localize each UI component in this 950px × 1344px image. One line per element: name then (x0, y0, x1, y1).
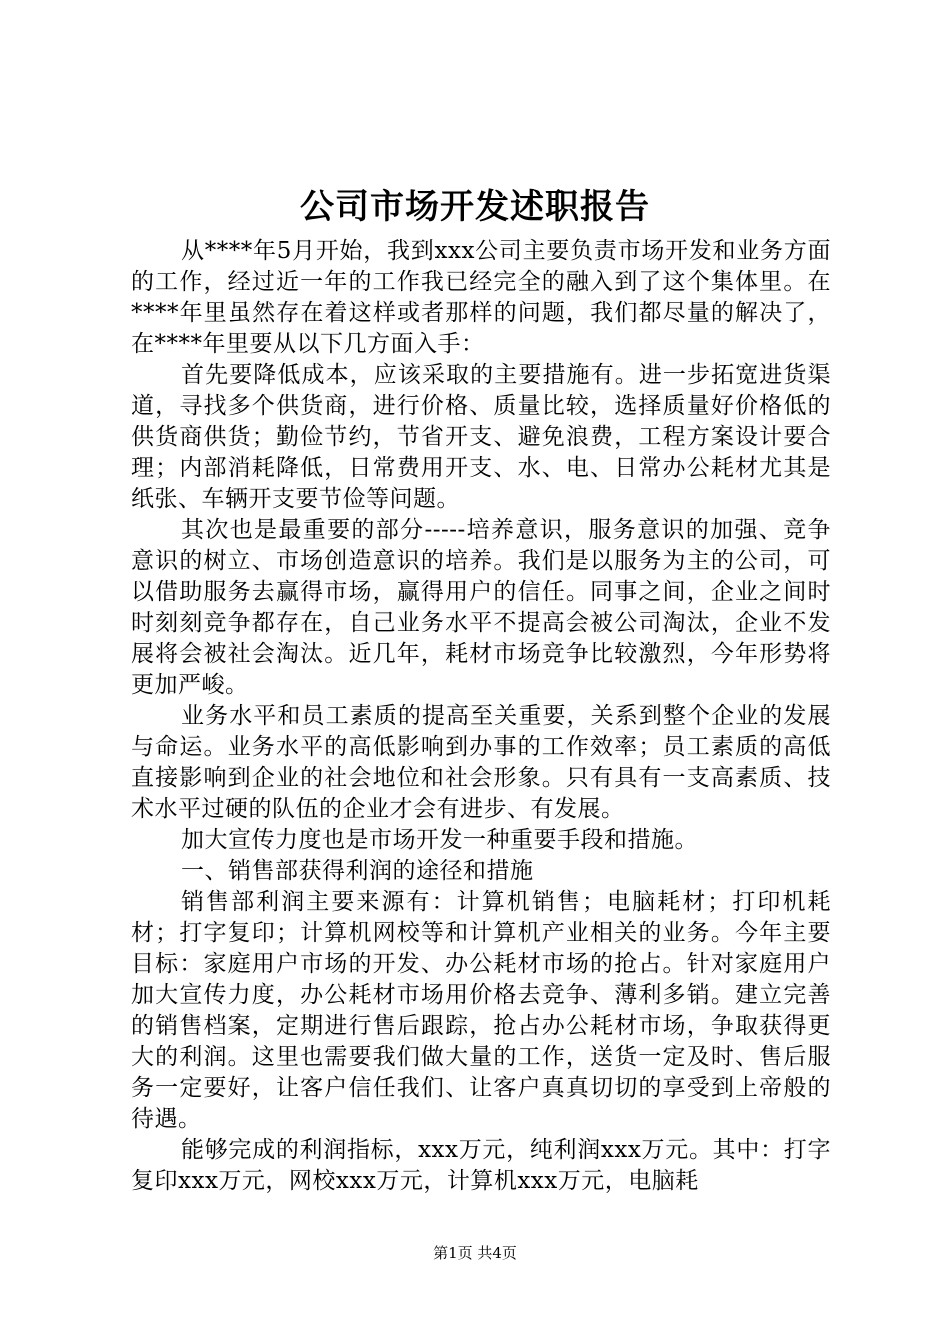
document-body (131, 236, 831, 1197)
page-footer: 第1页 共4页 (433, 1244, 517, 1262)
paragraph-publicity: 加大宣传力度也是市场开发一种重要手段和措施。 (181, 827, 698, 853)
paragraph-profit-sources: 销售部利润主要来源有：计算机销售；电脑耗材；打印机耗材；打字复印；计算机网校等和计算机产业相关的业务。今年主要目标：家庭用户市场的开发、办公耗材市场的抢占。针对家庭用户加大宣传力度，办公耗材市场用价格去竞争、薄利多销。建立完善的销售档案，定期进行售后跟踪，抢占办公耗材市场，争取获得更大的利润。这里也需要我们做大量的工作，送货一定及时、售后服务一定要好，让客户信任我们、让客户真真切切的享受到上帝般的待遇。 (131, 889, 831, 1132)
paragraph-profit-targets: 能够完成的利润指标，xxx万元，纯利润xxx万元。其中：打字复印xxx万元，网校xxx万元，计算机xxx万元，电脑耗 (131, 1137, 831, 1194)
section-heading-profit: 一、销售部获得利润的途径和措施 (181, 858, 534, 884)
paragraph-awareness: 其次也是最重要的部分-----培养意识，服务意识的加强、竞争意识的树立、市场创造意识的培养。我们是以服务为主的公司，可以借助服务去赢得市场，赢得用户的信任。同事之间，企业之间时时刻刻竞争都存在，自己业务水平不提高会被公司淘汰，企业不发展将会被社会淘汰。近几年，耗材市场竞争比较激烈，今年形势将更加严峻。 (131, 517, 831, 698)
document-title: 公司市场开发述职报告 (300, 187, 650, 227)
paragraph-intro: 从****年5月开始，我到xxx公司主要负责市场开发和业务方面的工作，经过近一年的工作我已经完全的融入到了这个集体里。在****年里虽然存在着这样或者那样的问题，我们都尽量的解决了，在****年里要从以下几方面入手： (131, 238, 831, 357)
paragraph-reduce-cost: 首先要降低成本，应该采取的主要措施有。进一步拓宽进货渠道，寻找多个供货商，进行价格、质量比较，选择质量好价格低的供货商供货；勤俭节约，节省开支、避免浪费，工程方案设计要合理；内部消耗降低，日常费用开支、水、电、日常办公耗材尤其是纸张、车辆开支要节俭等问题。 (131, 362, 831, 512)
paragraph-staff-quality: 业务水平和员工素质的提高至关重要，关系到整个企业的发展与命运。业务水平的高低影响到办事的工作效率；员工素质的高低直接影响到企业的社会地位和社会形象。只有具有一支高素质、技术水平过硬的队伍的企业才会有进步、有发展。 (131, 703, 831, 822)
